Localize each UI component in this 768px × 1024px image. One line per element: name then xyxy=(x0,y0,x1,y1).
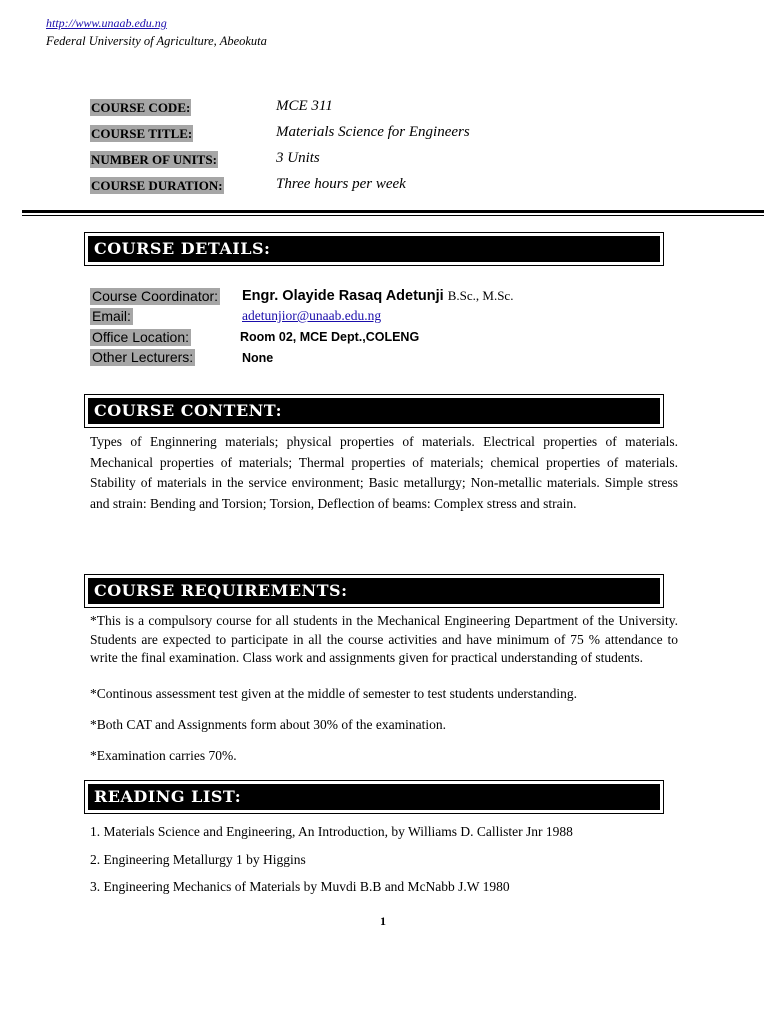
course-requirements-header xyxy=(84,574,664,608)
page-number: 1 xyxy=(380,914,386,928)
course-duration-value: Three hours per week xyxy=(276,176,406,192)
course-content-text: Types of Enginnering materials; physical properties of materials. Electrical properties of materials. Mechanical properties of materials; Thermal properties of materials; chemical properties of materials. Stability of materials in the service environment; Basic metallurgy; Non-metallic materials. Simple stress and strain: Bending and Torsion; Torsion, Deflection of beams: Complex stress and strain. xyxy=(90,434,678,511)
university-url-link[interactable]: http://www.unaab.edu.ng xyxy=(46,16,167,30)
course-details-title: COURSE DETAILS: xyxy=(88,236,660,262)
other-lecturers-label: Other Lecturers: xyxy=(92,349,194,365)
requirements-paragraph-3: *Both CAT and Assignments form about 30% of the examination. xyxy=(90,717,446,732)
course-duration-label: COURSE DURATION: xyxy=(91,178,223,193)
course-details-header xyxy=(84,232,664,266)
coordinator-label: Course Coordinator: xyxy=(92,288,219,304)
reading-list-title: READING LIST: xyxy=(88,784,660,810)
other-lecturers-value: None xyxy=(242,351,274,365)
course-title-label: COURSE TITLE: xyxy=(91,126,193,141)
email-label: Email: xyxy=(92,308,131,324)
course-content-title: COURSE CONTENT: xyxy=(88,398,660,424)
course-code-value: MCE 311 xyxy=(276,98,333,114)
reading-list-item: 2. Engineering Metallurgy 1 by Higgins xyxy=(90,852,306,867)
requirements-paragraph-2: *Continous assessment test given at the middle of semester to test students understanding. xyxy=(90,686,578,701)
coordinator-degrees: B.Sc., M.Sc. xyxy=(447,288,514,303)
number-of-units-value: 3 Units xyxy=(276,150,320,166)
reading-list-header xyxy=(84,780,664,814)
divider-thick xyxy=(22,210,764,213)
coordinator-name: Engr. Olayide Rasaq Adetunji xyxy=(242,288,444,304)
divider-thin xyxy=(22,215,764,216)
requirements-paragraph-4: *Examination carries 70%. xyxy=(90,748,237,763)
course-title-value: Materials Science for Engineers xyxy=(276,124,470,140)
institution-name: Federal University of Agriculture, Abeokuta xyxy=(46,34,267,48)
office-location-label: Office Location: xyxy=(92,329,190,345)
course-requirements-title: COURSE REQUIREMENTS: xyxy=(88,578,660,604)
course-content-header xyxy=(84,394,664,428)
number-of-units-label: NUMBER OF UNITS: xyxy=(91,152,217,167)
course-code-label: COURSE CODE: xyxy=(91,100,191,115)
reading-list-item: 3. Engineering Mechanics of Materials by Muvdi B.B and McNabb J.W 1980 xyxy=(90,879,510,894)
email-link[interactable]: adetunjior@unaab.edu.ng xyxy=(242,308,382,323)
requirements-paragraph-1: *This is a compulsory course for all students in the Mechanical Engineering Department of the University. Students are expected to participate in all the course activities and have minimum of 75 % attendance to write the final examination. Class work and assignments given for practical understanding of students. xyxy=(90,613,678,665)
office-location-value: Room 02, MCE Dept.,COLENG xyxy=(240,330,420,344)
reading-list-item: 1. Materials Science and Engineering, An Introduction, by Williams D. Callister Jnr 1988 xyxy=(90,824,573,839)
coordinator-value xyxy=(242,287,513,305)
